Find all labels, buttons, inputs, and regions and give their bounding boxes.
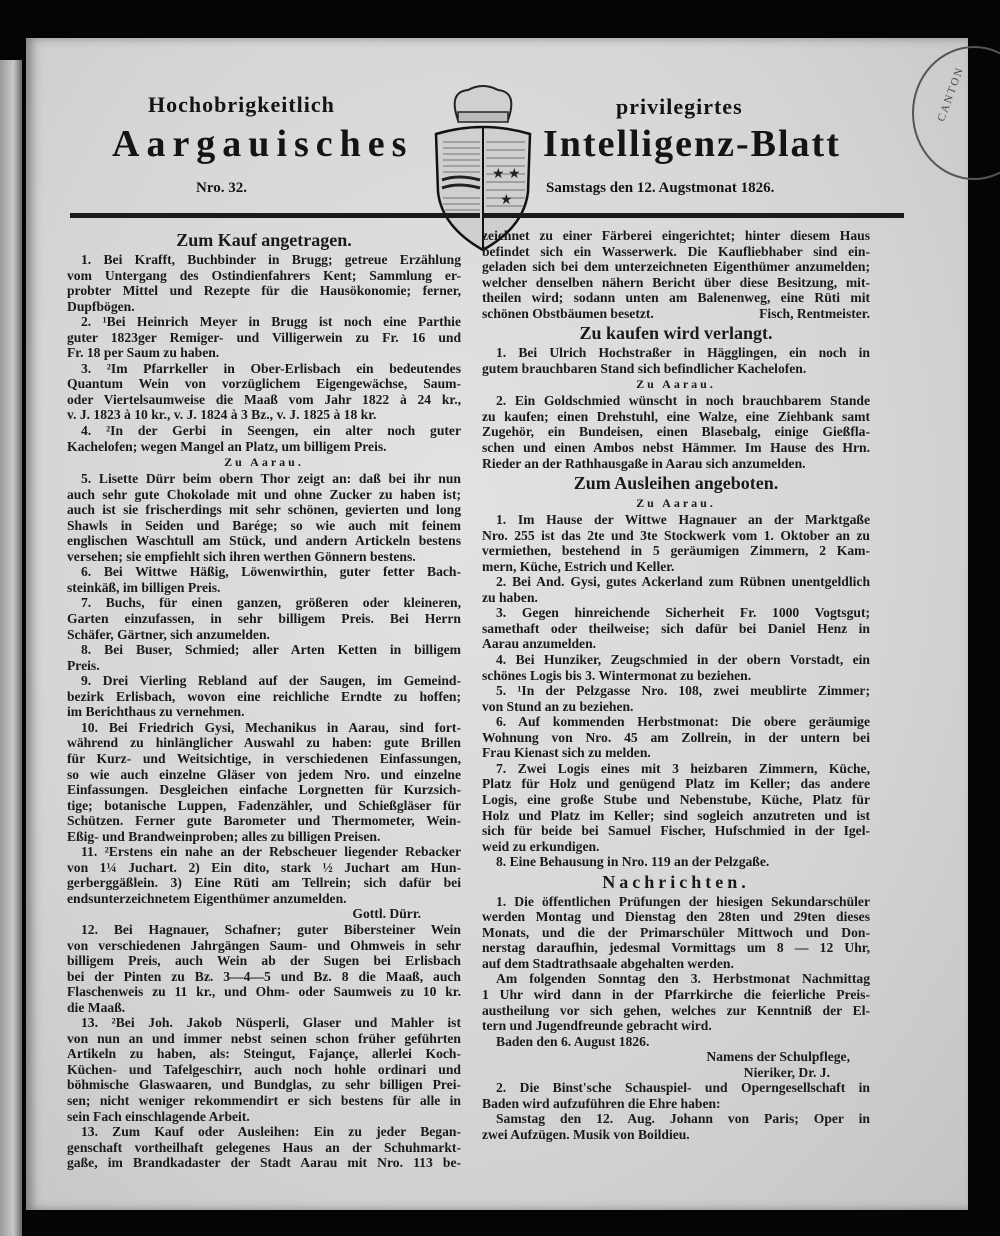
notice-item bbox=[67, 1124, 461, 1171]
text-line: 2. Bei And. Gysi, gutes Ackerland zum Rübnen unentgeldlich bbox=[496, 574, 870, 590]
text-line: gaße, im Brandkadaster der Stadt Aarau mit Nro. 113 be- bbox=[67, 1155, 461, 1171]
text-line: weid zu erkundigen. bbox=[482, 838, 600, 854]
signature: Gottl. Dürr. bbox=[352, 906, 421, 922]
notice-item bbox=[67, 844, 461, 906]
text-line: Kachelofen; wegen Mangel an Platz, um billigem Preis. bbox=[67, 438, 387, 454]
text-line: Eßig- und Brandweinproben; alles zu billigen Preisen. bbox=[67, 828, 381, 844]
notice-item bbox=[67, 314, 461, 361]
text-line: vermiethen, bestehend in 5 geräumigen Zimmern, 2 Kam- bbox=[482, 543, 870, 559]
left-column bbox=[67, 228, 461, 1171]
text-line: von Stund an zu beziehen. bbox=[482, 698, 634, 714]
text-line: 10. Bei Friedrich Gysi, Mechanikus in Aarau, sind fort- bbox=[81, 719, 461, 735]
divider-rule-right bbox=[484, 213, 904, 218]
text-line: gerberggäßlein. 3) Eine Rüti am Tellrein; sich dafür bei bbox=[67, 875, 461, 891]
issue-date: Samstags den 12. Augstmonat 1826. bbox=[546, 180, 775, 196]
text-line: 12. Bei Hagnauer, Schafner; guter Bibersteiner Wein bbox=[81, 921, 461, 937]
text-line: billigem Preis, auch Wein ab der Sugen bei Erlisbach bbox=[67, 953, 461, 969]
text-line: welcher denselben nähern Bericht über diese Besitzung, mit- bbox=[482, 274, 870, 290]
text-line: gutem brauchbaren Stand sich befindlicher Kachelofen. bbox=[482, 360, 807, 376]
notice-item bbox=[482, 714, 870, 761]
svg-text:★: ★ bbox=[500, 192, 513, 208]
text-line: 7. Buchs, für einen ganzen, größeren oder kleineren, bbox=[81, 595, 461, 611]
text-line: auch sehr gute Chokolade mit und ohne Zucker zu haben ist; bbox=[67, 486, 461, 502]
text-line: 2. Ein Goldschmied wünscht in noch brauchbarem Stande bbox=[496, 393, 870, 409]
text-line: endsunterzeichnetem Eigenthümer anzumelden. bbox=[67, 890, 347, 906]
text-line: werden Montag und Dienstag den 28ten und 29ten dieses bbox=[482, 909, 870, 925]
text-line: böhmische Glaswaaren, und Bundglas, zu sehr billigen Prei- bbox=[67, 1077, 461, 1093]
text-line: Am folgenden Sonntag den 3. Herbstmonat Nachmittag bbox=[496, 971, 870, 987]
text-line: v. J. 1823 à 10 kr., v. J. 1824 à 3 Bz., v. J. 1825 à 18 kr. bbox=[67, 407, 377, 423]
text-line: zeichnet zu einer Färberei eingerichtet; hinter diesem Haus bbox=[482, 228, 870, 243]
stamp-text: CANTON bbox=[935, 64, 967, 124]
text-line: auch ist sie frischerdings mit sehr schönen, gevierten und long bbox=[67, 502, 461, 518]
text-line: von verschiedenen Jahrgängen Saum- und Ohmweis in sehr bbox=[67, 937, 461, 953]
text-line: zu kaufen; einen Drehstuhl, eine Walze, eine Ziehbank samt bbox=[482, 408, 870, 424]
masthead-hochobrigkeitlich: Hochobrigkeitlich bbox=[148, 92, 335, 117]
section-heading: Zum Kauf angetragen. bbox=[176, 230, 352, 250]
text-line: 4. ²In der Gerbi in Seengen, ein alter noch guter bbox=[81, 423, 461, 439]
issue-number: Nro. 32. bbox=[196, 180, 247, 196]
notice-item bbox=[67, 720, 461, 844]
text-line: Zugehör, ein Bundeisen, einen Blasebalg, einige Gießfla- bbox=[482, 424, 870, 440]
notice-item bbox=[67, 673, 461, 720]
notice-item bbox=[482, 1080, 870, 1111]
text-line: im Berichthaus zu vernehmen. bbox=[67, 704, 245, 720]
svg-text:★: ★ bbox=[508, 166, 521, 182]
text-line: Schützen. Ferner gute Barometer und Thermometer, Wein- bbox=[67, 813, 461, 829]
text-line: Garten einzufassen, in sehr billigem Preis. Bei Herrn bbox=[67, 611, 461, 627]
notice-item bbox=[482, 574, 870, 605]
text-line: 1 Uhr wird dann in der Pfarrkirche die feierliche Preis- bbox=[482, 986, 870, 1002]
text-line: Baden wird aufzuführen die Ehre haben: bbox=[482, 1095, 721, 1111]
signature: Nieriker, Dr. J. bbox=[743, 1064, 830, 1080]
divider-rule-left bbox=[70, 213, 480, 218]
notice-item bbox=[67, 595, 461, 642]
text-line: Einfassungen. Desgleichen einfache Lorgnetten für Kurzsich- bbox=[67, 782, 461, 798]
section-heading: Nachrichten. bbox=[602, 871, 750, 892]
text-line: theilen wird; sodann unten am Balenenweg, eine Rüti mit bbox=[482, 290, 870, 306]
text-line: 11. ²Erstens ein nahe an der Rebscheuer liegender Rebacker bbox=[81, 844, 461, 860]
text-line: so wie auch einzelne Gläser von jedem Nro. und einzelne bbox=[67, 766, 461, 782]
right-column bbox=[482, 228, 870, 1142]
text-line: versehen; sie empfiehlt sich ihren werthen Gönnern bestens. bbox=[67, 548, 416, 564]
text-line: Nro. 255 ist das 2te und 3te Stockwerk vom 1. Oktober an zu bbox=[482, 527, 870, 543]
text-line: zu haben. bbox=[482, 589, 538, 605]
section-heading: Zu kaufen wird verlangt. bbox=[579, 323, 773, 344]
text-line: Rieder an der Rathhausgaße in Aarau sich anzumelden. bbox=[482, 455, 806, 471]
section-heading: Zum Ausleihen angeboten. bbox=[573, 473, 779, 494]
text-line: Küchen- und Tafelgeschirr, auch noch hohle ordinari und bbox=[67, 1061, 461, 1077]
text-line: Quantum Wein von vorzüglichem Eigengewächse, Saum- bbox=[67, 376, 461, 392]
text-line: Flaschenweis zu 11 kr., und Ohm- oder Saumweis zu 10 kr. bbox=[67, 984, 461, 1000]
text-line: befindet sich ein Wasserwerk. Die Kaufliebhaber sind ein- bbox=[482, 243, 870, 259]
section-subheading: Zu Aarau. bbox=[636, 496, 716, 511]
text-line: 4. Bei Hunziker, Zeugschmied in der obern Vorstadt, ein bbox=[496, 652, 870, 668]
notice-item bbox=[482, 894, 870, 972]
text-line: austheilung vor sich gehen, welches zur Kenntniß der El- bbox=[482, 1002, 870, 1018]
text-line: steinkäß, im billigen Preis. bbox=[67, 579, 221, 595]
text-line: Platz für Holz und genügend Platz im Keller; das andere bbox=[482, 776, 870, 792]
text-line: 8. Eine Behausung in Nro. 119 an der Pelzgaße. bbox=[496, 854, 770, 870]
text-line: 6. Bei Wittwe Häßig, Löwenwirthin, guter fetter Bach- bbox=[81, 564, 461, 580]
text-line: sich für beide bei Samuel Fischer, Hufschmied in der Igel- bbox=[482, 823, 870, 839]
notice-item bbox=[482, 605, 870, 652]
text-line: 1. Im Hause der Wittwe Hagnauer an der Marktgaße bbox=[496, 512, 870, 528]
text-line: 3. ²Im Pfarrkeller in Ober-Erlisbach ein bedeutendes bbox=[81, 360, 461, 376]
text-line bbox=[482, 306, 870, 322]
text-line: während zu hinlänglicher Auswahl zu haben: gute Brillen bbox=[67, 735, 461, 751]
notice-item bbox=[67, 564, 461, 595]
text-line: geladen sich bei dem unterzeichneten Eigenthümer anzumelden; bbox=[482, 259, 870, 275]
notice-item bbox=[67, 1015, 461, 1124]
text-line: auf dem Stadtrathsaale abgehalten werden. bbox=[482, 955, 734, 971]
text-line: 7. Zwei Logis eines mit 3 heizbaren Zimmern, Küche, bbox=[496, 760, 870, 776]
text-line: englischen Waschtull am Stück, und andern Artickeln bestens bbox=[67, 533, 461, 549]
text-line: von 1¼ Juchart. 2) Ein dito, stark ½ Juchart am Hun- bbox=[67, 859, 461, 875]
text-line: 6. Auf kommenden Herbstmonat: Die obere geräumige bbox=[496, 714, 870, 730]
canton-stamp bbox=[912, 46, 1000, 180]
text-line: mern, Küche, Estrich und Keller. bbox=[482, 558, 675, 574]
notice-item bbox=[67, 361, 461, 423]
text-line: Preis. bbox=[67, 657, 100, 673]
text-line: 1. Bei Ulrich Hochstraßer in Hägglingen, ein noch in bbox=[496, 345, 870, 361]
masthead-title-right: Intelligenz-Blatt bbox=[543, 123, 841, 165]
notice-item bbox=[67, 471, 461, 564]
dateline: Baden den 6. August 1826. bbox=[496, 1033, 650, 1049]
text-line: nerstag daraufhin, jedesmal Vormittags um 8 — 12 Uhr, bbox=[482, 940, 870, 956]
notice-item bbox=[482, 228, 870, 321]
text-line-content: schönen Obstbäumen besetzt. bbox=[482, 305, 654, 321]
text-line: bezirk Erlisbach, wovon eine reichliche Erndte zu hoffen; bbox=[67, 688, 461, 704]
adjacent-page-edge bbox=[0, 60, 22, 1236]
text-line: 1. Bei Krafft, Buchbinder in Brugg; getreue Erzählung bbox=[81, 252, 461, 267]
text-line: 13. Zum Kauf oder Ausleihen: Ein zu jeder Began- bbox=[81, 1124, 461, 1140]
text-line: bei der Pinten zu Bz. 3—4—5 und Bz. 8 die Maaß, auch bbox=[67, 968, 461, 984]
notice-item bbox=[482, 761, 870, 854]
notice-item bbox=[67, 423, 461, 454]
text-line: Schäfer, Gärtner, sich anzumelden. bbox=[67, 626, 270, 642]
notice-item bbox=[482, 854, 870, 870]
masthead-privilegirtes: privilegirtes bbox=[616, 94, 743, 119]
masthead-title-left: Aargauisches bbox=[112, 123, 414, 165]
text-line: 3. Gegen hinreichende Sicherheit Fr. 1000 Vogtsgut; bbox=[496, 605, 870, 621]
newspaper-page bbox=[26, 38, 968, 1210]
text-line: guter 1823ger Remiger- und Villigerwein zu Fr. 16 und bbox=[67, 329, 461, 345]
notice-item bbox=[482, 393, 870, 471]
notice-item bbox=[67, 922, 461, 1015]
notice-item bbox=[482, 683, 870, 714]
text-line: von nun an und immer nebst seinen schon früher geführten bbox=[67, 1030, 461, 1046]
section-subheading: Zu Aarau. bbox=[224, 455, 304, 470]
text-line: 2. ¹Bei Heinrich Meyer in Brugg ist noch eine Parthie bbox=[81, 314, 461, 330]
text-line: oder Viertelsaumweise die Maaß vom Jahr 1822 à 24 kr., bbox=[67, 391, 461, 407]
text-line: für Kurz- und Weitsichtige, in verschiedenen Einfassungen, bbox=[67, 750, 461, 766]
notice-item bbox=[67, 252, 461, 314]
notice-item bbox=[482, 512, 870, 574]
text-line: Dupfbögen. bbox=[67, 298, 135, 314]
text-line: 1. Die öffentlichen Prüfungen der hiesigen Sekundarschüler bbox=[496, 893, 870, 909]
text-line: Wohnung von Nro. 45 am Zollrein, in der untern bei bbox=[482, 729, 870, 745]
svg-text:★: ★ bbox=[492, 166, 505, 182]
text-line: Aarau anzumelden. bbox=[482, 636, 597, 652]
text-line: genschaft vortheilhaft gelegenes Haus an der Schuhmarkt- bbox=[67, 1139, 461, 1155]
notice-item bbox=[67, 642, 461, 673]
text-line: die Maaß. bbox=[67, 999, 126, 1015]
text-line: 8. Bei Buser, Schmied; aller Arten Ketten in billigem bbox=[81, 642, 461, 658]
text-line: tern und Jugendfreunde gebracht wird. bbox=[482, 1018, 712, 1034]
text-line: probter Mittel und Rezepte für die Hausökonomie; ferner, bbox=[67, 283, 461, 299]
text-line: Shawls in Seiden und Barége; so wie auch mit feinem bbox=[67, 517, 461, 533]
text-line: Logis, eine große Stube und Nebenstube, Küche, Platz für bbox=[482, 791, 870, 807]
text-line: 5. ¹In der Pelzgasse Nro. 108, zwei meublirte Zimmer; bbox=[496, 683, 870, 699]
text-line: Holz und Platz im Keller; sind sogleich anzutreten und ist bbox=[482, 807, 870, 823]
text-line: zwei Aufzügen. Musik von Boildieu. bbox=[482, 1126, 690, 1142]
text-line: sen; nicht weniger rekommendirt er sich bestens für alle in bbox=[67, 1092, 461, 1108]
notice-item bbox=[482, 1111, 870, 1142]
text-line: schen und einen Ambos nebst Hämmer. Im Hause des Hrn. bbox=[482, 440, 870, 456]
text-line: Monats, und die der Primarschüler Mittwoch und Don- bbox=[482, 924, 870, 940]
text-line: 5. Lisette Dürr beim obern Thor zeigt an: daß bei ihr nun bbox=[81, 471, 461, 487]
notice-item bbox=[482, 652, 870, 683]
signature: Namens der Schulpflege, bbox=[706, 1049, 850, 1065]
text-line: schönes Logis bis 3. Wintermonat zu beziehen. bbox=[482, 667, 752, 683]
text-line: 13. ²Bei Joh. Jakob Nüsperli, Glaser und Mahler ist bbox=[81, 1015, 461, 1031]
text-line: Fr. 18 per Saum zu haben. bbox=[67, 345, 220, 361]
notice-item bbox=[482, 345, 870, 376]
text-line: 9. Drei Vierling Rebland auf der Saugen, im Gemeind- bbox=[81, 673, 461, 689]
text-line: sein Fach einschlagende Arbeit. bbox=[67, 1108, 250, 1124]
text-line: Artikeln zu haben, als: Steingut, Fajançe, allerlei Koch- bbox=[67, 1046, 461, 1062]
signature: Fisch, Rentmeister. bbox=[759, 305, 870, 321]
text-line: Frau Kienast sich zu melden. bbox=[482, 745, 651, 761]
text-line: vom Untergang des Ostindienfahrers Kent; Sammlung er- bbox=[67, 267, 461, 283]
section-subheading: Zu Aarau. bbox=[636, 377, 716, 392]
coat-of-arms-icon bbox=[428, 82, 538, 252]
text-line: tige; botanische Luppen, Fadenzähler, und Schießgläser für bbox=[67, 797, 461, 813]
text-line: 2. Die Binst'sche Schauspiel- und Operngesellschaft in bbox=[496, 1080, 870, 1096]
text-line: samethaft oder theilweise; sich dafür bei Daniel Henz in bbox=[482, 620, 870, 636]
text-line: Samstag den 12. Aug. Johann von Paris; Oper in bbox=[496, 1111, 870, 1127]
notice-item bbox=[482, 971, 870, 1033]
